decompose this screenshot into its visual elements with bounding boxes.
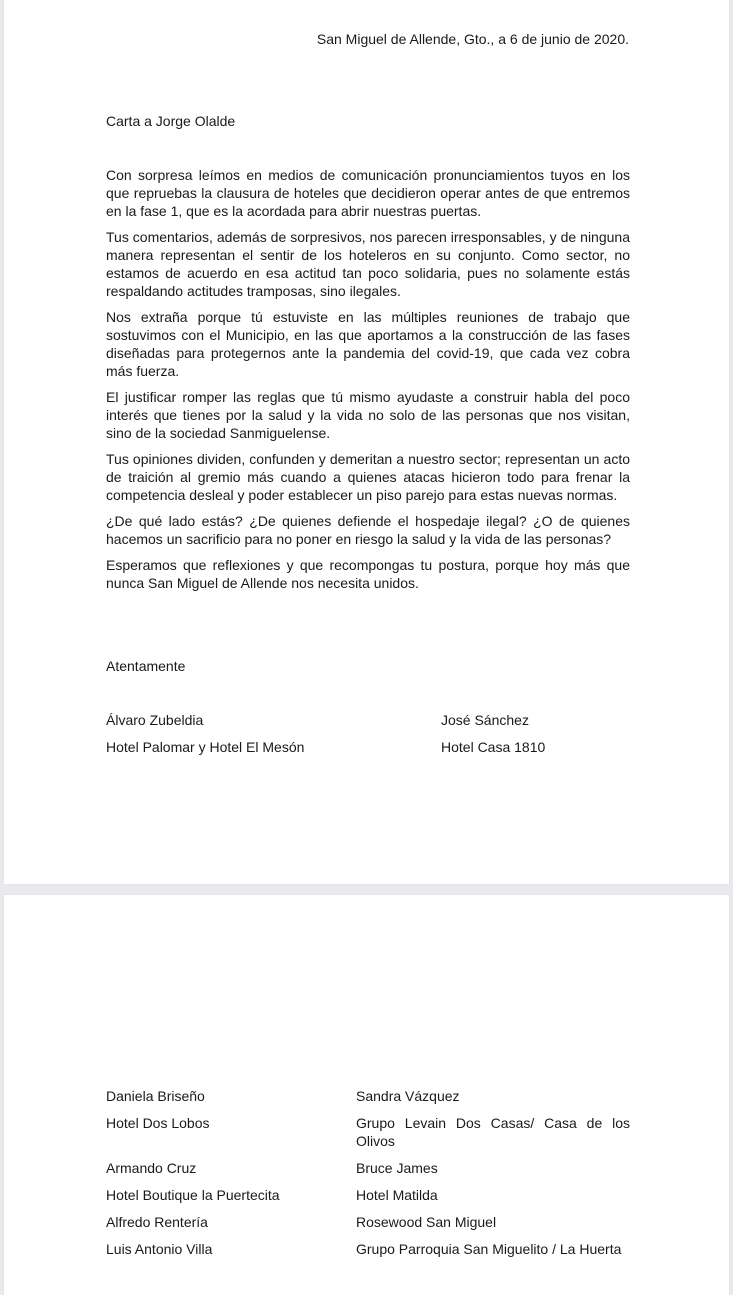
letter-closing: Atentamente bbox=[106, 658, 186, 674]
signatory-right: Rosewood San Miguel bbox=[356, 1214, 497, 1230]
paragraph: El justificar romper las reglas que tú mismo ayudaste a construir habla del poco interés que tienes por la salud y la vida no solo de las personas que nos visitan, sino de la sociedad Sanmiguelense. bbox=[106, 389, 630, 441]
document-page-1 bbox=[4, 0, 729, 884]
signatory-row bbox=[106, 1087, 630, 1105]
letter-body bbox=[106, 166, 630, 600]
letter-salutation: Carta a Jorge Olalde bbox=[106, 113, 236, 129]
signatory-right: Sandra Vázquez bbox=[356, 1088, 460, 1104]
document-page-2 bbox=[4, 895, 729, 1295]
signatory-right: Grupo Levain Dos Casas/ Casa de los Olivos bbox=[356, 1115, 630, 1149]
signatories-list bbox=[106, 1087, 630, 1267]
signatory-left: Alfredo Rentería bbox=[106, 1214, 208, 1230]
paragraph: Esperamos que reflexiones y que recompongas tu postura, porque hoy más que nunca San Miguel de Allende nos necesita unidos. bbox=[106, 557, 630, 591]
signatory-left: Hotel Boutique la Puertecita bbox=[106, 1187, 280, 1203]
signatory-right: Bruce James bbox=[356, 1160, 438, 1176]
signatory-right: Hotel Matilda bbox=[356, 1187, 438, 1203]
signatory-row bbox=[106, 1186, 630, 1204]
signatory-left: Hotel Dos Lobos bbox=[106, 1115, 210, 1131]
signatory-affiliation: Hotel Casa 1810 bbox=[441, 739, 546, 755]
paragraph: Tus comentarios, además de sorpresivos, nos parecen irresponsables, y de ninguna manera representan el sentir de los hoteleros en su conjunto. Como sector, no estamos de acuerdo en esa actitud tan poco solidaria, pues no solamente estás respaldando actitudes tramposas, sino ilegales. bbox=[106, 229, 630, 299]
signatory-left: Luis Antonio Villa bbox=[106, 1241, 213, 1257]
signatory-affiliation: Hotel Palomar y Hotel El Mesón bbox=[106, 739, 305, 755]
paragraph: Con sorpresa leímos en medios de comunicación pronunciamientos tuyos en los que repruebas la clausura de hoteles que decidieron operar antes de que entremos en la fase 1, que es la acordada para abrir nuestras puertas. bbox=[106, 167, 630, 219]
signatory-row bbox=[106, 1213, 630, 1231]
signatory-name: Álvaro Zubeldia bbox=[106, 712, 204, 728]
signatory-row bbox=[106, 1114, 630, 1150]
signatory-name: José Sánchez bbox=[441, 712, 529, 728]
paragraph: Tus opiniones dividen, confunden y demeritan a nuestro sector; representan un acto de traición al gremio más cuando a quienes atacas hicieron todo para frenar la competencia desleal y poder establecer un piso parejo para estas nuevas normas. bbox=[106, 451, 630, 503]
signatory-left: Daniela Briseño bbox=[106, 1088, 205, 1104]
date-line: San Miguel de Allende, Gto., a 6 de junio de 2020. bbox=[316, 31, 629, 47]
signatory-row bbox=[106, 1159, 630, 1177]
signatory-left: Armando Cruz bbox=[106, 1160, 197, 1176]
paragraph: Nos extraña porque tú estuviste en las múltiples reuniones de trabajo que sostuvimos con el Municipio, en las que aportamos a la construcción de las fases diseñadas para protegernos ante la pandemia del covid-19, que cada vez cobra más fuerza. bbox=[106, 309, 630, 379]
signatory-row bbox=[106, 1240, 630, 1258]
paragraph: ¿De qué lado estás? ¿De quienes defiende el hospedaje ilegal? ¿O de quienes hacemos un sacrificio para no poner en riesgo la salud y la vida de las personas? bbox=[106, 513, 630, 547]
signatory-right: Grupo Parroquia San Miguelito / La Huerta bbox=[356, 1241, 622, 1257]
